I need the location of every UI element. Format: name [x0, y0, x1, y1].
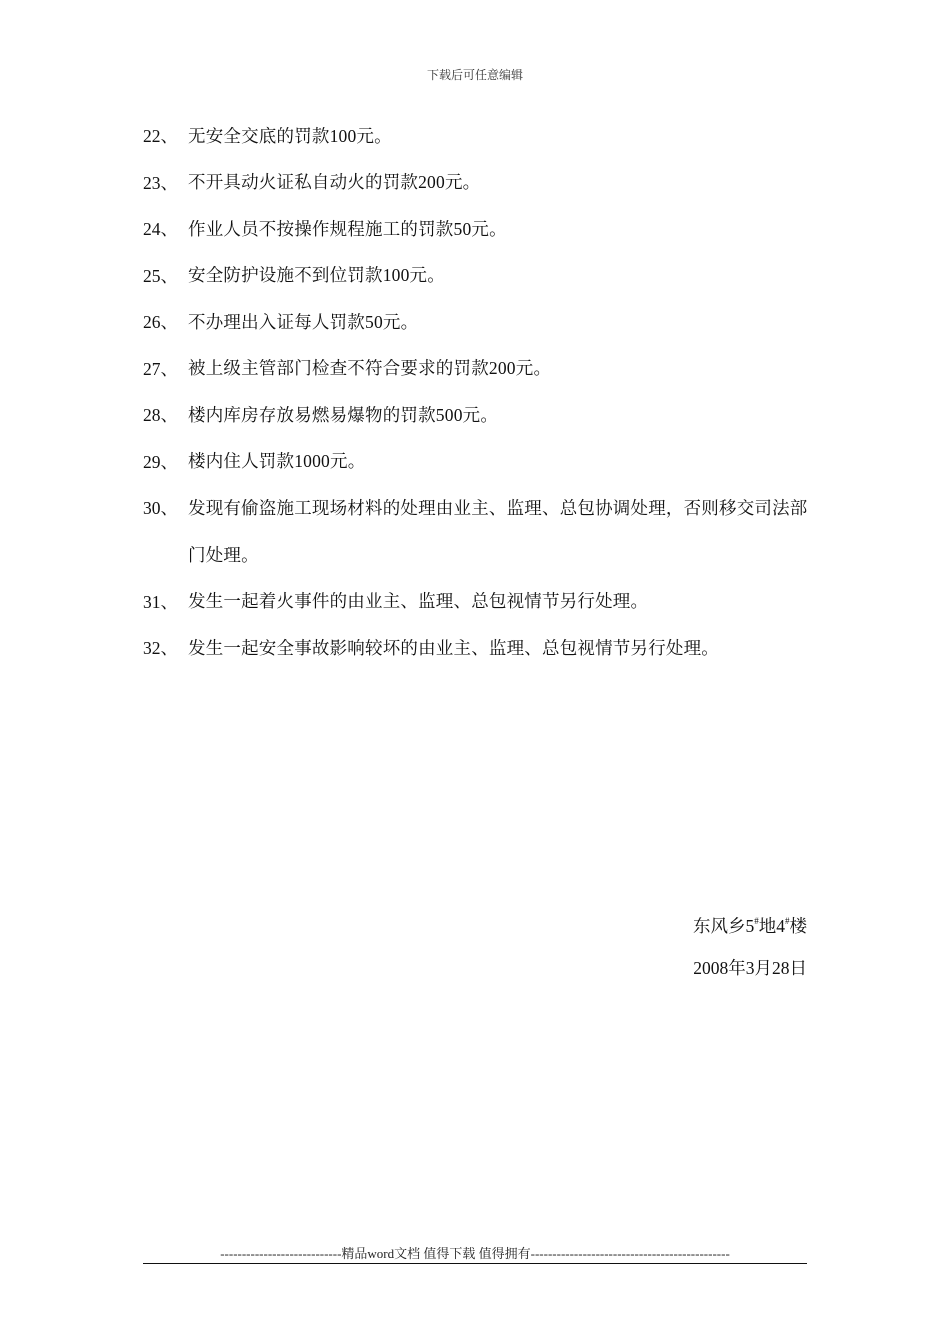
item-number: 25、: [143, 265, 178, 286]
item-text: 被上级主管部门检查不符合要求的罚款200元。: [188, 358, 552, 378]
item-number: 28、: [143, 405, 178, 425]
item-text: 不开具动火证私自动火的罚款200元。: [188, 172, 481, 192]
item-number: 23、: [143, 172, 178, 193]
item-text: 发生一起着火事件的由业主、监理、总包视情节另行处理。: [188, 591, 649, 611]
list-item: [143, 496, 808, 567]
item-number: 26、: [143, 312, 178, 332]
item-number: 29、: [143, 451, 178, 472]
list-item: [143, 310, 808, 334]
item-number: 24、: [143, 219, 178, 239]
item-text: 发现有偷盗施工现场材料的处理由业主、监理、总包协调处理，否则移交司法部门处理。: [188, 497, 808, 565]
list-item: [143, 403, 808, 427]
item-text: 不办理出入证每人罚款50元。: [188, 311, 419, 332]
item-text: 无安全交底的罚款100元。: [188, 125, 392, 146]
page-footer: ----------------------------精品word文档 值得下载 值得拥有----------------------------------------------: [220, 1246, 730, 1261]
item-text: 发生一起安全事故影响较坏的由业主、监理、总包视情节另行处理。: [188, 637, 719, 658]
list-item: [143, 124, 808, 148]
list-item: [143, 636, 808, 660]
list-item: [143, 171, 808, 195]
item-number: 32、: [143, 638, 178, 658]
list-item: [143, 217, 808, 241]
item-text: 楼内住人罚款1000元。: [188, 451, 366, 471]
signature-date: 2008年3月28日: [693, 958, 807, 978]
footer-divider: [143, 1263, 807, 1264]
list-item: [143, 590, 808, 614]
list-item: [143, 264, 808, 288]
penalty-list: [143, 124, 808, 683]
list-item: [143, 450, 808, 474]
signature-location: 东风乡5#地4#楼: [693, 916, 807, 936]
item-text: 作业人员不按操作规程施工的罚款50元。: [188, 218, 507, 239]
page-header: 下载后可任意编辑: [426, 68, 523, 82]
item-number: 27、: [143, 358, 178, 379]
item-text: 楼内库房存放易燃易爆物的罚款500元。: [188, 404, 499, 425]
list-item: [143, 357, 808, 381]
item-number: 22、: [143, 126, 178, 146]
item-number: 30、: [143, 498, 178, 518]
item-number: 31、: [143, 591, 178, 612]
signature-block: [693, 908, 807, 1002]
item-text: 安全防护设施不到位罚款100元。: [188, 265, 445, 285]
